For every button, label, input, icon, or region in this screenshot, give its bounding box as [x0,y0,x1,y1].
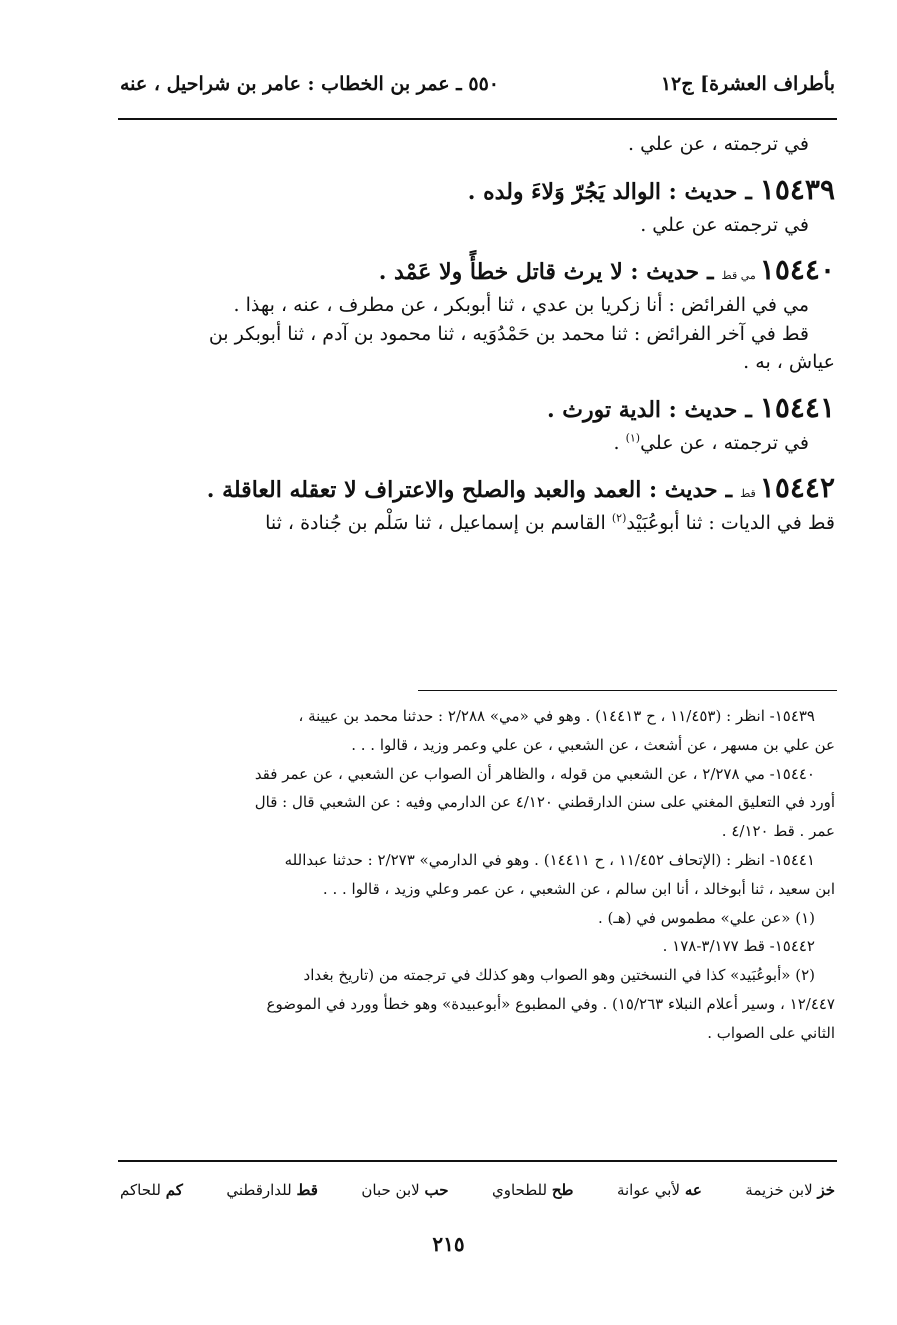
footnote-rule [418,690,837,691]
footnote-line: ١٢/٤٤٧ ، وسير أعلام النبلاء ١٥/٢٦٣) . وفي المطبوع «أبوعبيدة» وهو خطأ وورد في الموضوع [266,994,835,1013]
key-item [492,1181,573,1199]
key-name: للحاكم [120,1181,161,1199]
footnote-line: عمر . قط ٤/١٢٠ . [721,822,835,841]
text-line: في ترجمته عن علي . [640,213,809,236]
hadith-title: حديث : العمد والعبد والصلح والاعتراف لا تعقله العاقلة . [206,477,718,503]
hadith-entry-15440 [120,249,835,291]
key-item [120,1181,183,1199]
hadith-number: ١٥٤٤٠ [759,253,835,286]
hadith-entry-15441 [120,387,835,429]
source-sigla: مي قط [721,269,756,282]
hadith-number: ١٥٤٣٩ [759,172,835,206]
footnotes [120,702,835,1048]
footnote-line: ابن سعيد ، ثنا أبوخالد ، أنا ابن سالم ، عن الشعبي ، عن عمر وعلي وزيد ، قالوا . . . [322,879,835,898]
hadith-dash: ـ [745,396,752,423]
hadith-dash: ـ [745,178,752,205]
key-name: لأبي عوانة [616,1181,681,1199]
text-span: في ترجمته ، عن علي [640,431,809,454]
key-name: لابن خزيمة [745,1181,813,1199]
key-name: للطحاوي [491,1181,548,1199]
header-rule [118,118,837,120]
hadith-entry-15439 [120,169,835,211]
footnote-line: ١٥٤٣٩- انظر : (١١/٤٥٣ ، ح ١٤٤١٣) . وهو في «مي» ٢/٢٨٨ : حدثنا محمد بن عيينة ، [298,707,815,725]
key-abbr: خز [817,1181,835,1199]
key-abbr: حب [424,1181,449,1199]
key-abbr: طح [551,1181,574,1199]
key-abbr: كم [165,1181,183,1199]
hadith-title: حديث : الوالد يَجُرّ وَلاءَ ولده . [467,178,738,205]
hadith-dash: ـ [707,259,714,285]
footer-rule [118,1160,837,1162]
text-line: قط في آخر الفرائض : ثنا محمد بن حَمْدُوَيه ، ثنا محمود بن آدم ، ثنا أبوبكر بن [208,322,809,345]
text-span: قط في الديات : ثنا أبوعُبَيْد [626,512,835,534]
footnote-line: الثاني على الصواب . [707,1023,835,1042]
footnote-line: (١) «عن علي» مطموس في (هـ) . [597,908,815,927]
page-number: ٢١٥ [432,1232,465,1256]
abbreviation-key [120,1175,835,1205]
header-book-title: بأطراف العشرة] ج١٢ [660,73,835,95]
text-line: في ترجمته ، عن علي . [628,133,809,155]
hadith-title: حديث : الدية تورث . [546,396,738,423]
footnote-marker: (٢) [611,511,627,525]
footnote-line: (٢) «أبوعُبَيد» كذا في النسختين وهو الصواب وهو كذلك في ترجمته من (تاريخ بغداد [303,966,815,985]
footnote-line: عن علي بن مسهر ، عن أشعث ، عن الشعبي ، عن علي وعمر وزيد ، قالوا . . . [351,735,835,754]
key-name: للدارقطني [226,1181,292,1199]
text-line: مي في الفرائض : أنا زكريا بن عدي ، ثنا أبوبكر ، عن مطرف ، عنه ، بهذا . [233,294,809,316]
hadith-title: حديث : لا يرث قاتل خطأً ولا عَمْد . [378,259,700,285]
running-header [120,64,835,104]
text-span: القاسم بن إسماعيل ، ثنا سَلْم بن جُنادة ، ثنا [265,512,612,534]
footnote-marker: (١) [625,431,641,445]
text-line: عياش ، به . [743,351,835,373]
hadith-dash: ـ [725,477,733,503]
main-text [120,130,835,538]
hadith-number: ١٥٤٤٢ [759,471,835,504]
footnote-line: ١٥٤٤٠- مي ٢/٢٧٨ ، عن الشعبي من قوله ، والظاهر أن الصواب عن الشعبي ، عن عمر فقد [254,764,815,783]
key-abbr: قط [296,1181,318,1199]
key-item [617,1181,702,1199]
key-item [745,1181,835,1199]
key-item [361,1181,448,1199]
text-line [120,429,835,458]
text-line [120,509,835,538]
key-name: لابن حبان [361,1181,420,1199]
hadith-number: ١٥٤٤١ [759,390,835,424]
text-span: . [613,431,626,454]
footnote-line: ١٥٤٤١- انظر : (الإتحاف ١١/٤٥٢ ، ح ١٤٤١١) . وهو في الدارمي» ٢/٢٧٣ : حدثنا عبدالله [284,850,815,869]
footnote-line: ١٥٤٤٢- قط ٣/١٧٧-١٧٨ . [662,937,815,956]
hadith-entry-15442 [120,467,835,509]
footnote-line: أورد في التعليق المغني على سنن الدارقطني ٤/١٢٠ عن الدارمي وفيه : عن الشعبي قال : قال [254,793,835,812]
key-abbr: عه [684,1181,702,1199]
header-section-title: ٥٥٠ ـ عمر بن الخطاب : عامر بن شراحيل ، عنه [120,73,499,95]
source-sigla: قط [740,487,756,500]
key-item [226,1181,318,1199]
